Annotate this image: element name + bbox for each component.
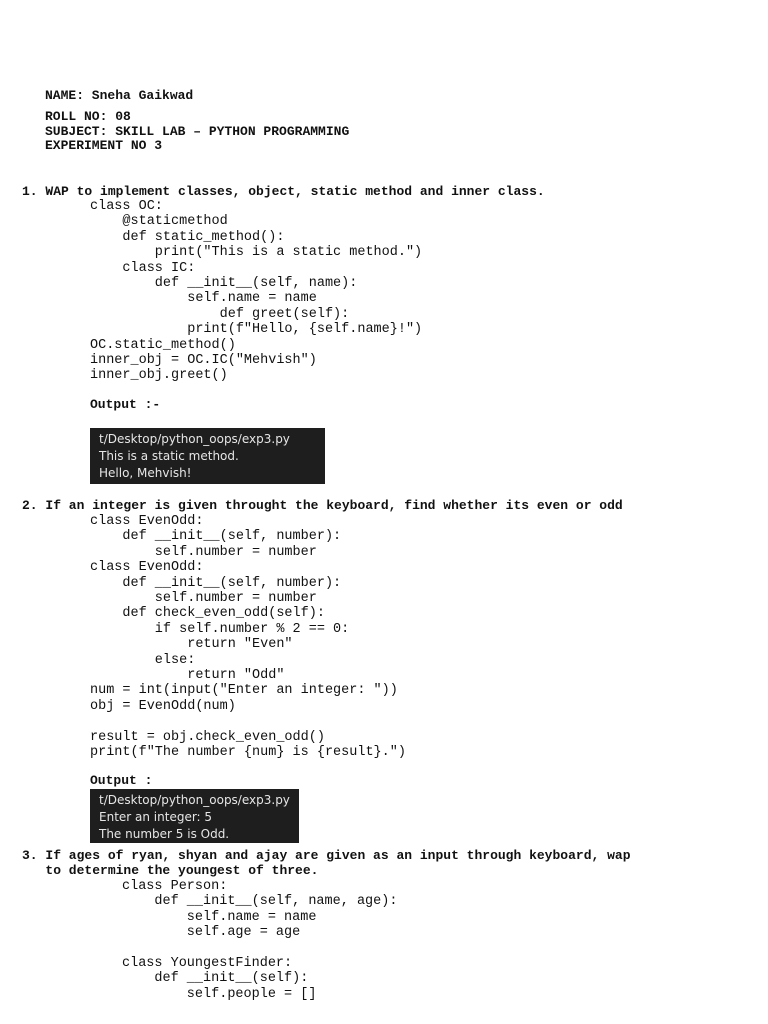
terminal-line: The number 5 is Odd. [99,827,230,841]
code-block-2: class EvenOdd: def __init__(self, number): self.number = number class EvenOdd: def __init__(self, number): self.number = number def check_even_odd(self): if self.number % 2 == 0: return "Even" else: return "Odd" num = int(input("Enter an integer: ")) obj = EvenOdd(num) result = obj.check_even_odd() print(f"The number {num} is {result}.") [90,514,406,761]
terminal-line: This is a static method. [99,449,239,463]
roll-number: ROLL NO: 08 [45,109,131,124]
experiment-number: EXPERIMENT NO 3 [45,138,163,153]
code-block-1: class OC: @staticmethod def static_method(): print("This is a static method.") class IC: def __init__(self, name): self.name = name def greet(self): print(f"Hello, {self.name}!") OC.static_method() inner_obj = OC.IC("Mehvish") inner_obj.greet() [90,199,423,384]
code-block-3: class Person: def __init__(self, name, age): self.name = name self.age = age class YoungestFinder: def __init__(self): self.people = [] [122,879,398,1002]
question-2: 2. If an integer is given throught the keyboard, find whether its even or odd [22,498,623,513]
terminal-output-2 [90,789,299,843]
output-label-2: Output : [90,773,153,788]
terminal-line: t/Desktop/python_oops/exp3.py [99,432,290,446]
output-label-1: Output :- [90,397,161,412]
student-name: NAME: Sneha Gaikwad [45,88,194,103]
question-3: 3. If ages of ryan, shyan and ajay are given as an input through keyboard, wap to determine the youngest of three. [22,848,631,878]
terminal-line: Hello, Mehvish! [99,466,192,480]
terminal-line: Enter an integer: 5 [99,810,213,824]
terminal-output-1 [90,428,325,484]
question-1: 1. WAP to implement classes, object, static method and inner class. [22,184,545,199]
subject: SUBJECT: SKILL LAB – PYTHON PROGRAMMING [45,124,350,139]
terminal-line: t/Desktop/python_oops/exp3.py [99,793,290,807]
